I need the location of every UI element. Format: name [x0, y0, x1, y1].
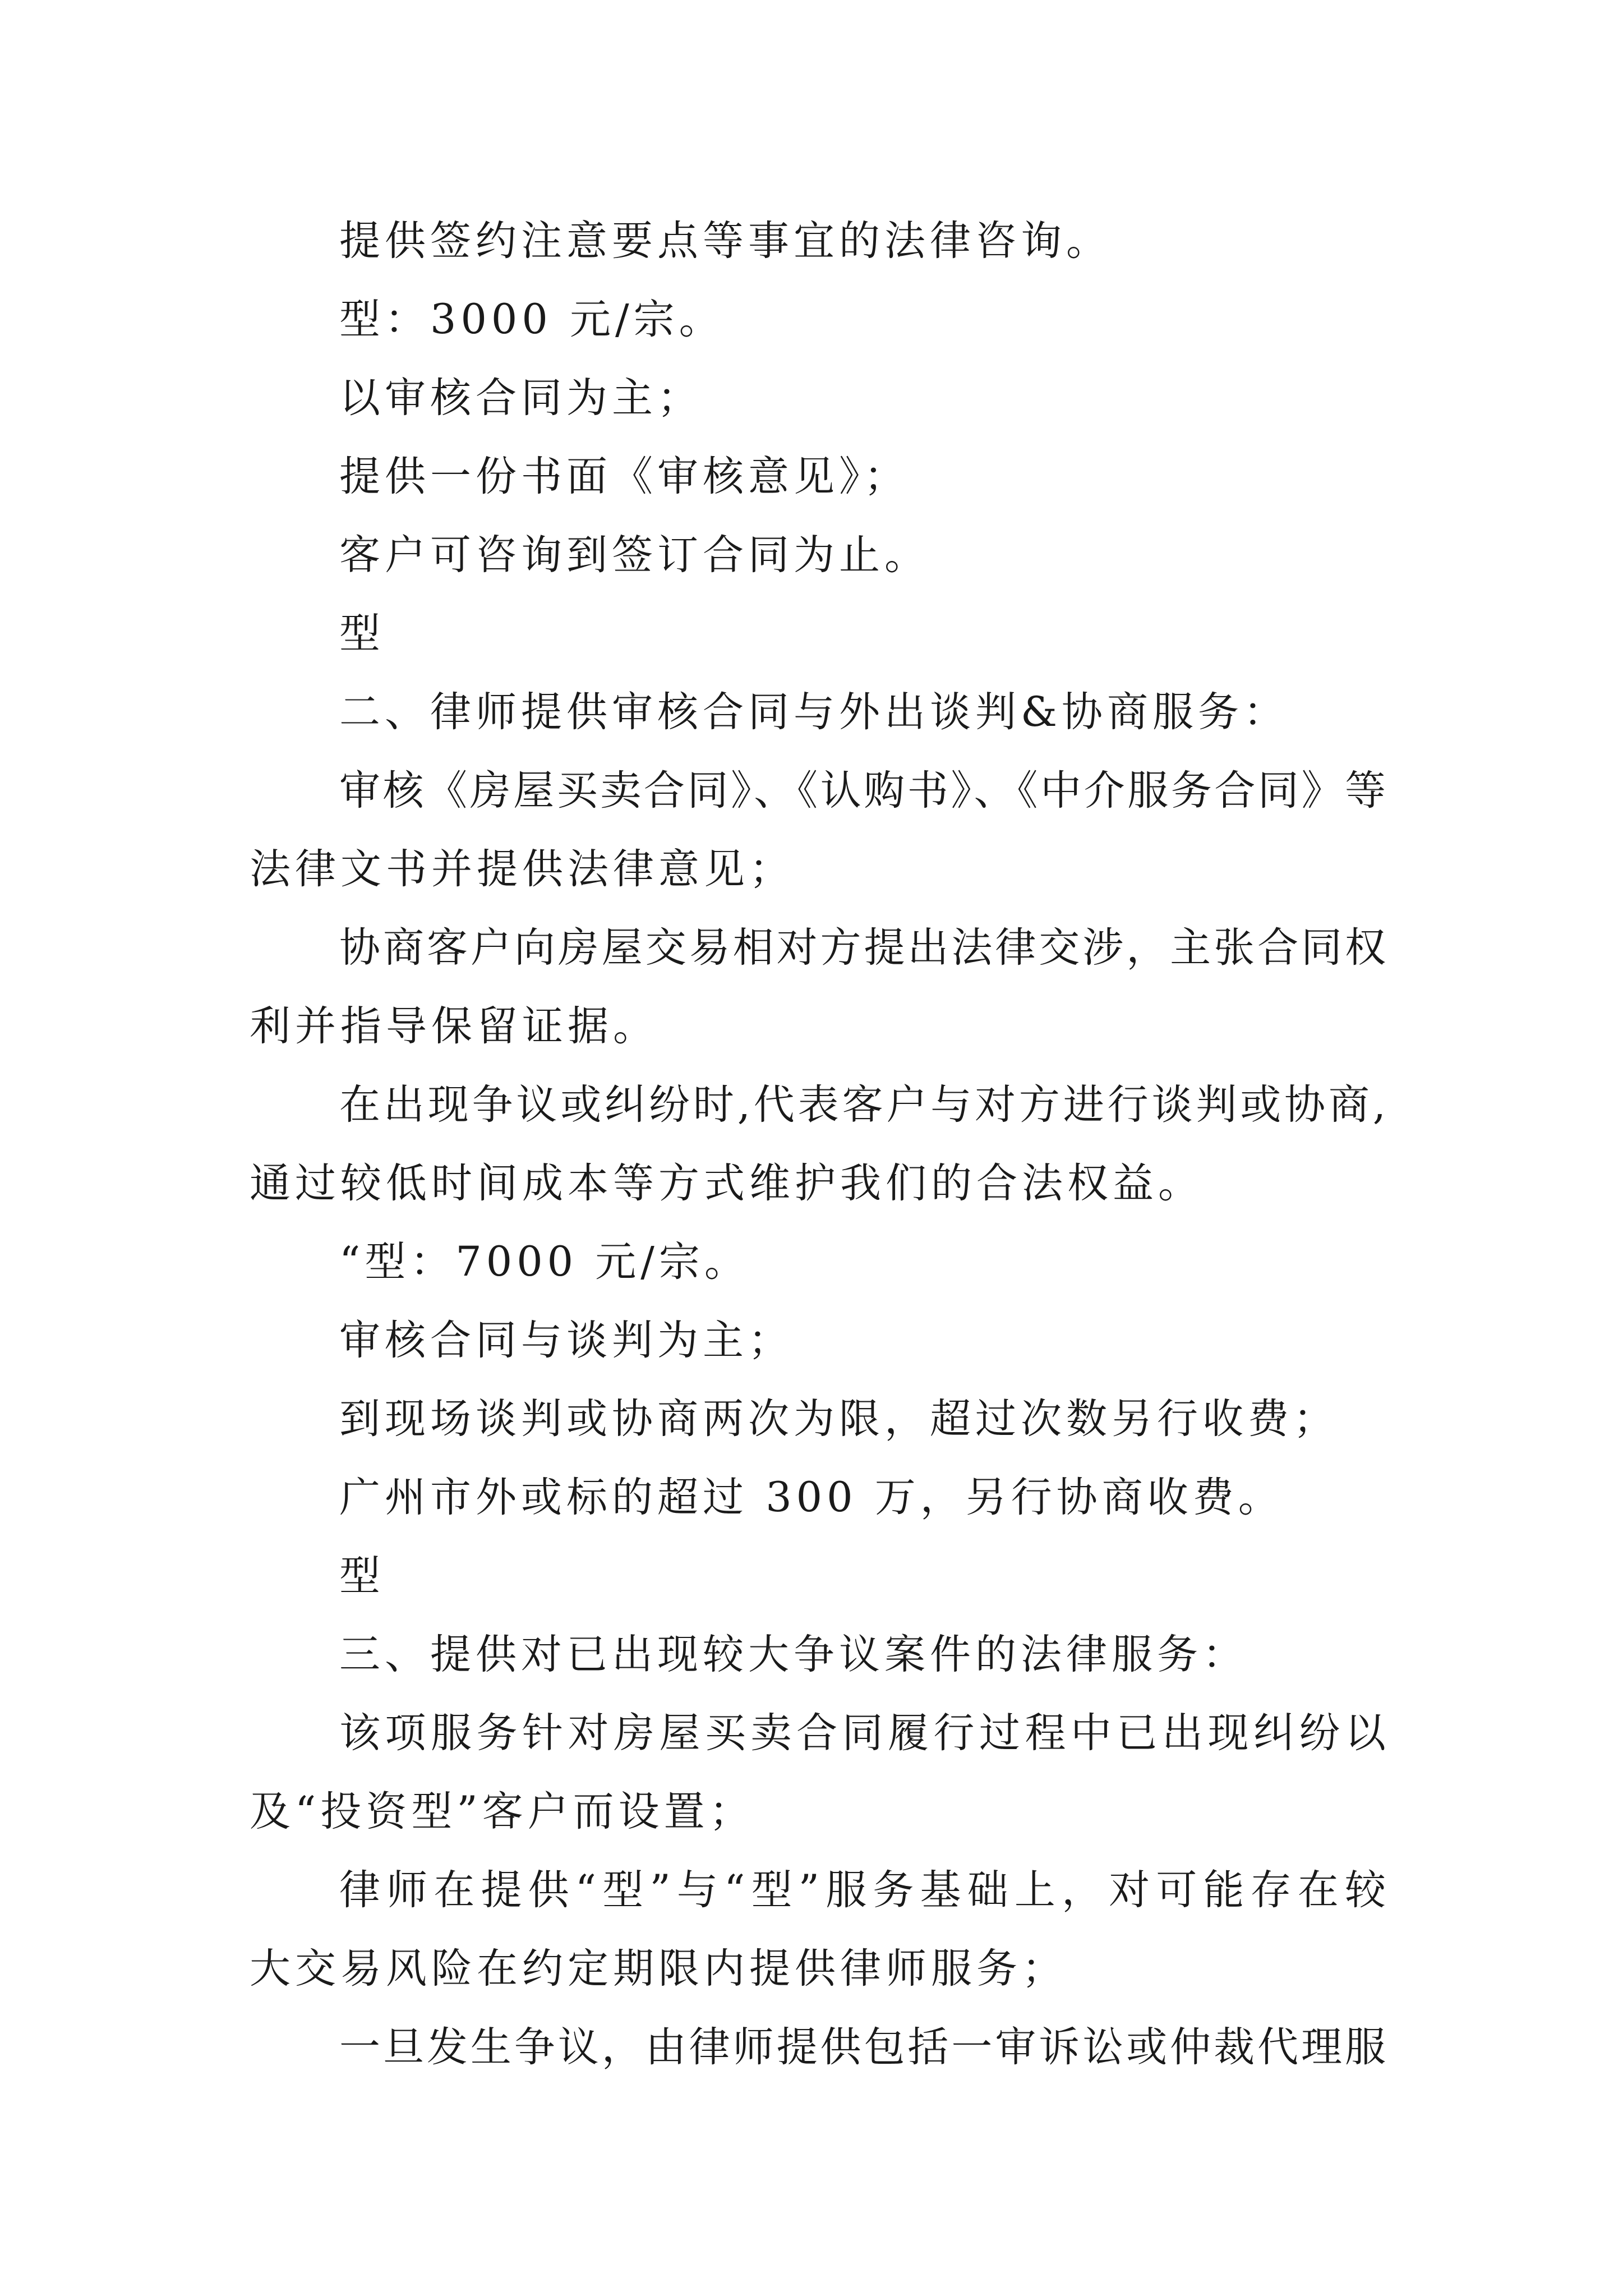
text-line: 到现场谈判或协商两次为限，超过次数另行收费； [339, 1395, 1339, 1443]
text-line: 通过较低时间成本等方式维护我们的合法权益。 [250, 1159, 1204, 1207]
text-line: 律师在提供“型”与“型”服务基础上，对可能存在较 [339, 1866, 1388, 1914]
text-line: 以审核合同为主； [339, 374, 703, 422]
text-line: 审核《房屋买卖合同》、《认购书》、《中介服务合同》等 [339, 767, 1388, 815]
text-line: 型：3000 元/宗。 [339, 296, 725, 343]
text-line: 一旦发生争议，由律师提供包括一审诉讼或仲裁代理服 [339, 2023, 1388, 2071]
text-line: 型 [339, 610, 385, 657]
text-line: 提供签约注意要点等事宜的法律咨询。 [339, 217, 1112, 265]
section-heading: 二、律师提供审核合同与外出谈判&协商服务： [339, 688, 1289, 736]
text-line: 审核合同与谈判为主； [339, 1317, 794, 1364]
text-line: 在出现争议或纠纷时,代表客户与对方进行谈判或协商, [339, 1081, 1388, 1129]
text-line: 型 [339, 1552, 385, 1600]
text-line: 及“投资型”客户而设置； [250, 1788, 755, 1835]
text-line: “型：7000 元/宗。 [339, 1238, 750, 1286]
text-line: 协商客户向房屋交易相对方提出法律交涉，主张合同权 [339, 924, 1388, 972]
text-line: 该项服务针对房屋买卖合同履行过程中已出现纠纷以 [339, 1709, 1388, 1757]
text-line: 提供一份书面《审核意见》； [339, 453, 910, 500]
text-line: 利并指导保留证据。 [250, 1002, 658, 1050]
text-line: 大交易风险在约定期限内提供律师服务； [250, 1945, 1067, 1993]
section-heading: 三、提供对已出现较大争议案件的法律服务： [339, 1631, 1248, 1678]
text-line: 广州市外或标的超过 300 万，另行协商收费。 [339, 1474, 1284, 1521]
text-line: 法律文书并提供法律意见； [250, 845, 795, 893]
text-line: 客户可咨询到签订合同为止。 [339, 531, 930, 579]
